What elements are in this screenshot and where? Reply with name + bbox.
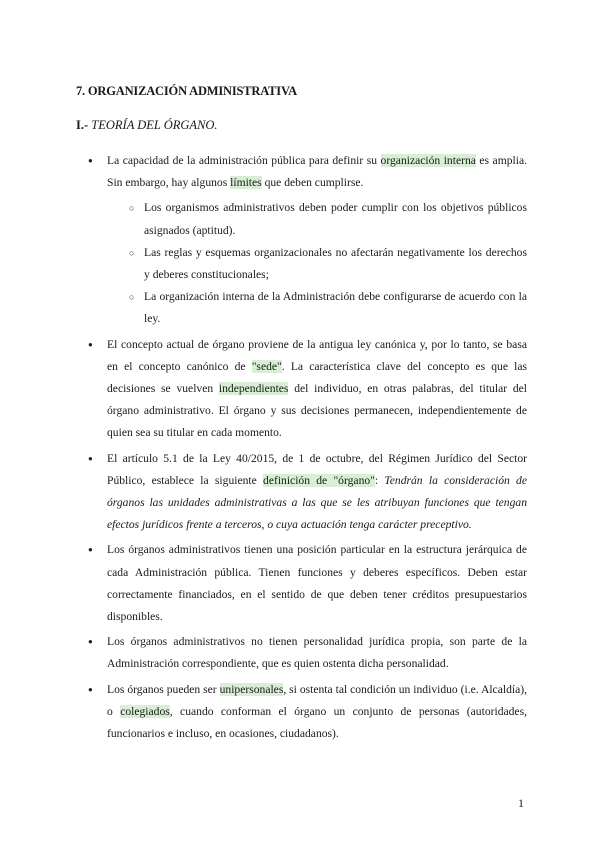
highlight: "sede" bbox=[251, 359, 282, 373]
highlight: independientes bbox=[218, 382, 289, 396]
list-item: ● Los órganos administrativos tienen una posición particular en la estructura jerárquica de cada Administración pública. Tienen funciones y deberes específicos. Deben estar correctamente financiados, en el sentido de que deben tener créditos presupuestarios disponibles. bbox=[107, 539, 527, 628]
list-item: ● Los órganos administrativos no tienen personalidad jurídica propia, son parte de la Administración correspondiente, que es quien ostenta dicha personalidad. bbox=[107, 631, 527, 675]
sub-list-item: ○ Los organismos administrativos deben poder cumplir con los objetivos públicos asignados (aptitud). bbox=[144, 197, 527, 241]
sub-list-item: ○ La organización interna de la Administración debe configurarse de acuerdo con la ley. bbox=[144, 286, 527, 330]
sub-list-item: ○ Las reglas y esquemas organizacionales no afectarán negativamente los derechos y deberes constitucionales; bbox=[144, 242, 527, 286]
highlight: límites bbox=[230, 176, 262, 190]
chapter-heading: 7. ORGANIZACIÓN ADMINISTRATIVA bbox=[76, 84, 298, 98]
bullet-list bbox=[107, 150, 527, 748]
section-number: I.- bbox=[76, 118, 89, 132]
section-heading bbox=[76, 118, 218, 133]
list-item: ● La capacidad de la administración pública para definir su organización interna es amplia. Sin embargo, hay algunos límites que deben cumplirse. bbox=[107, 150, 527, 194]
highlight: unipersonales bbox=[219, 682, 284, 696]
page-number: 1 bbox=[518, 796, 524, 810]
highlight: organización interna bbox=[380, 154, 476, 167]
list-item: ● El concepto actual de órgano proviene de la antigua ley canónica y, por lo tanto, se basa en el concepto canónico de "sede". La característica clave del concepto es que las decisiones se vuelven independientes del individuo, en otras palabras, del titular del órgano administrativo. El órgano y sus decisiones permanecen, independientemente de quien sea su titular en cada momento. bbox=[107, 334, 527, 445]
highlight: definición de "órgano" bbox=[263, 473, 375, 487]
legal-quote: Tendrán la consideración de órganos las unidades administrativas a las que se les atribuyan funciones que tengan efectos jurídicos frente a terceros, o cuya actuación tenga carácter preceptivo. bbox=[107, 473, 527, 532]
list-item: ● Los órganos pueden ser unipersonales, si ostenta tal condición un individuo (i.e. Alcaldía), o colegiados, cuando conforman el órgano un conjunto de personas (autoridades, funcionarios e incluso, en ocasiones, ciudadanos). bbox=[107, 679, 527, 746]
sub-list bbox=[107, 197, 527, 330]
section-title: TEORÍA DEL ÓRGANO. bbox=[91, 118, 218, 132]
list-item: ● El artículo 5.1 de la Ley 40/2015, de 1 de octubre, del Régimen Jurídico del Sector Público, establece la siguiente definición de "órgano": Tendrán la consideración de órganos las unidades administrativas a las que se les atribuyan funciones que tengan efectos jurídicos frente a terceros, o cuya actuación tenga carácter preceptivo. bbox=[107, 448, 527, 537]
highlight: colegiados bbox=[120, 704, 170, 718]
